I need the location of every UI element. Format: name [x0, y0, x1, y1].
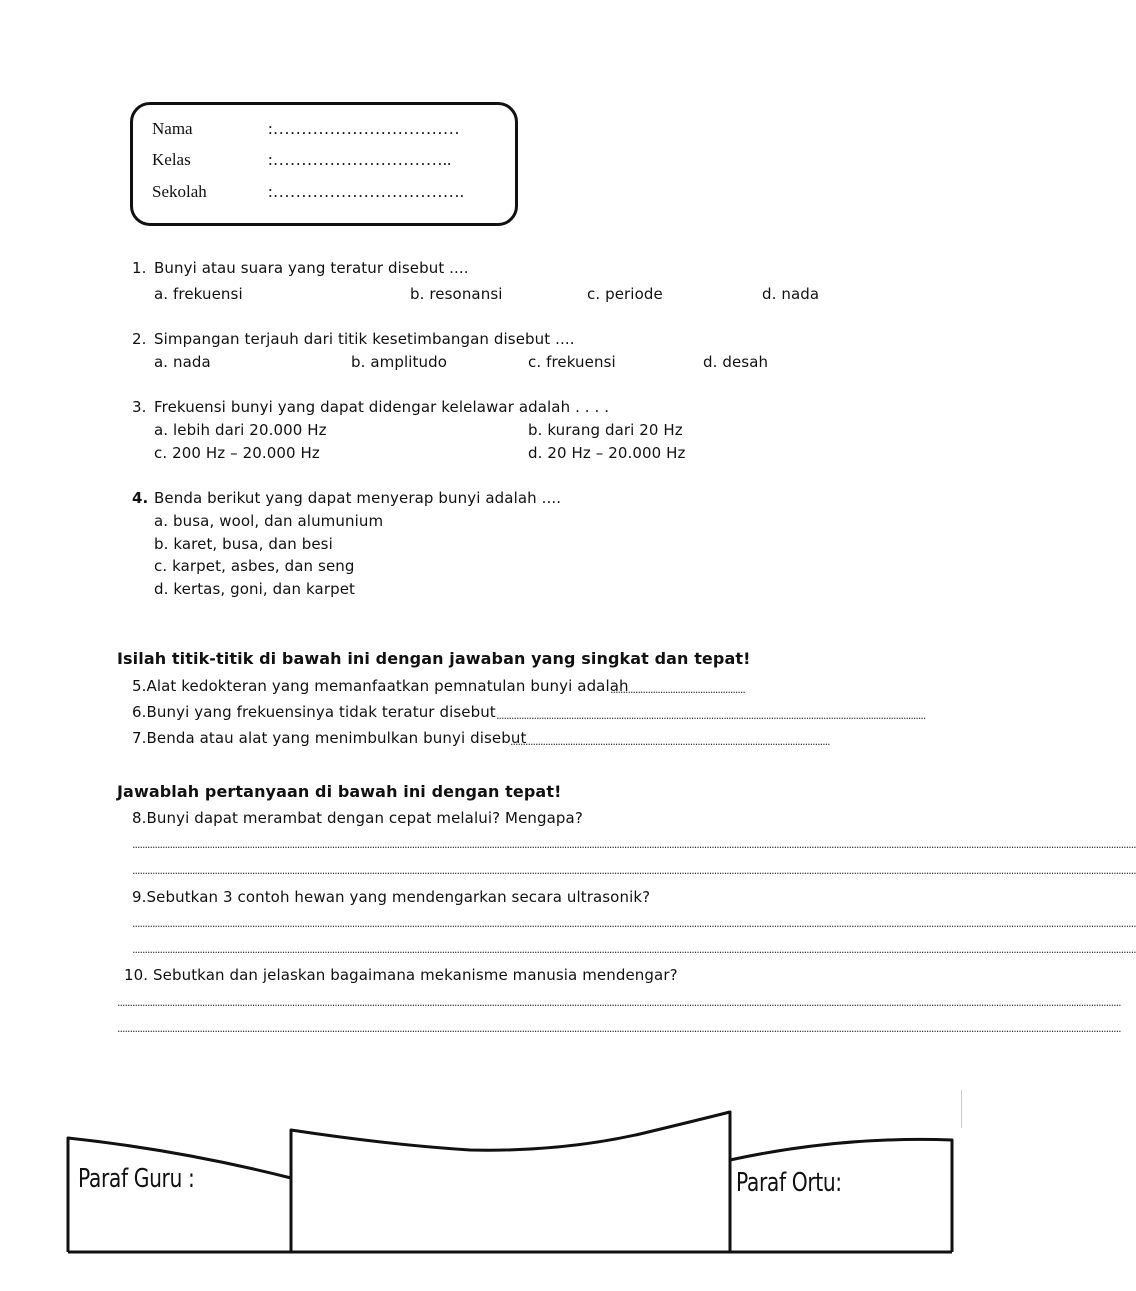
question-2-number: 2. [132, 330, 147, 348]
question-9-text: 9.Sebutkan 3 contoh hewan yang mendengarkan secara ultrasonik? [132, 888, 651, 906]
paraf-guru-label: Paraf Guru : [78, 1164, 195, 1194]
school-label: Sekolah [152, 182, 207, 201]
question-6-answer-line[interactable]: ............................................................................................................................................................................ [496, 709, 926, 722]
question-1-text: Bunyi atau suara yang teratur disebut .... [154, 259, 469, 277]
class-label: Kelas [152, 150, 191, 169]
question-10-text: 10. Sebutkan dan jelaskan bagaimana mekanisme manusia mendengar? [124, 966, 678, 984]
essay-section-heading: Jawablah pertanyaan di bawah ini dengan tepat! [117, 782, 562, 801]
school-field[interactable]: :……………………………. [268, 182, 464, 201]
question-4-option-a[interactable]: a. busa, wool, dan alumunium [154, 512, 384, 530]
paraf-ortu-label: Paraf Ortu: [736, 1168, 842, 1198]
question-10-answer-line-2[interactable]: .................................................................................................................................................................................................................................................................................................................................................................................................................. [117, 1022, 1121, 1035]
question-3-option-a[interactable]: a. lebih dari 20.000 Hz [154, 421, 327, 439]
question-9-answer-line-2[interactable]: .................................................................................................................................................................................................................................................................................................................................................................................................................. [132, 943, 1136, 956]
fill-in-section-heading: Isilah titik-titik di bawah ini dengan jawaban yang singkat dan tepat! [117, 649, 751, 668]
question-3-text: Frekuensi bunyi yang dapat didengar kelelawar adalah . . . . [154, 398, 610, 416]
question-10-answer-line-1[interactable]: .................................................................................................................................................................................................................................................................................................................................................................................................................. [117, 996, 1121, 1009]
question-1-option-d[interactable]: d. nada [762, 285, 820, 303]
question-4-text: Benda berikut yang dapat menyerap bunyi adalah .... [154, 489, 562, 507]
paraf-guru-panel [68, 1138, 291, 1252]
question-3-option-d[interactable]: d. 20 Hz – 20.000 Hz [528, 444, 686, 462]
middle-panel [291, 1112, 730, 1252]
question-4-number: 4. [132, 489, 149, 507]
question-2-option-c[interactable]: c. frekuensi [528, 353, 616, 371]
question-2-option-a[interactable]: a. nada [154, 353, 211, 371]
name-field[interactable]: :…………………………… [268, 119, 460, 138]
question-3-option-b[interactable]: b. kurang dari 20 Hz [528, 421, 683, 439]
question-2-text: Simpangan terjauh dari titik kesetimbangan disebut .... [154, 330, 575, 348]
question-2-option-b[interactable]: b. amplitudo [351, 353, 448, 371]
question-1-option-a[interactable]: a. frekuensi [154, 285, 243, 303]
question-1-number: 1. [132, 259, 147, 277]
question-7-answer-line[interactable]: ................................................................................................................................ [510, 735, 830, 748]
question-1-option-b[interactable]: b. resonansi [410, 285, 503, 303]
question-3-option-c[interactable]: c. 200 Hz – 20.000 Hz [154, 444, 320, 462]
margin-line [961, 1090, 962, 1128]
question-4-option-d[interactable]: d. kertas, goni, dan karpet [154, 580, 356, 598]
class-field[interactable]: :………………………….. [268, 150, 452, 169]
question-4-option-b[interactable]: b. karet, busa, dan besi [154, 535, 333, 553]
question-8-answer-line-2[interactable]: .................................................................................................................................................................................................................................................................................................................................................................................................................. [132, 864, 1136, 877]
question-2-option-d[interactable]: d. desah [703, 353, 769, 371]
question-3-number: 3. [132, 398, 147, 416]
question-5-answer-line[interactable]: ...................................................... [610, 683, 745, 696]
name-label: Nama [152, 119, 193, 138]
question-6-text: 6.Bunyi yang frekuensinya tidak teratur disebut [132, 703, 496, 721]
question-9-answer-line-1[interactable]: .................................................................................................................................................................................................................................................................................................................................................................................................................. [132, 917, 1136, 930]
question-8-text: 8.Bunyi dapat merambat dengan cepat melalui? Mengapa? [132, 809, 583, 827]
question-5-text: 5.Alat kedokteran yang memanfaatkan pemnatulan bunyi adalah [132, 677, 629, 695]
question-8-answer-line-1[interactable]: .................................................................................................................................................................................................................................................................................................................................................................................................................. [132, 838, 1136, 851]
question-1-option-c[interactable]: c. periode [587, 285, 663, 303]
question-4-option-c[interactable]: c. karpet, asbes, dan seng [154, 557, 355, 575]
question-7-text: 7.Benda atau alat yang menimbulkan bunyi disebut [132, 729, 527, 747]
